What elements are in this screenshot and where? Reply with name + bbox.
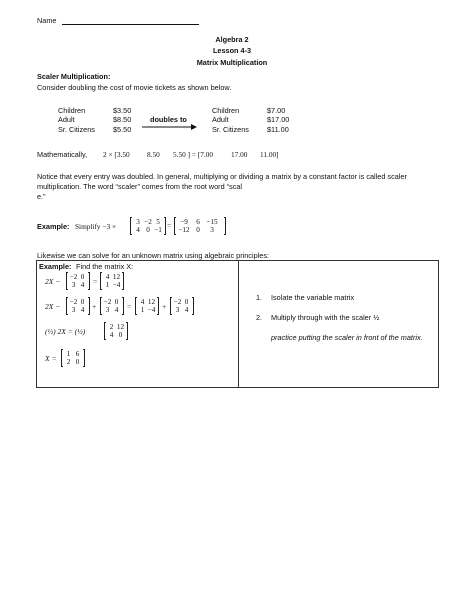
step-text: Multiply through with the scaler ½ <box>271 313 380 322</box>
lesson-title: Lesson 4-3 <box>212 46 252 55</box>
matrix <box>130 218 166 234</box>
topic-title: Matrix Multiplication <box>196 58 268 67</box>
math-expr-left: 2 × [3.50 <box>103 150 130 159</box>
step-text: Isolate the variable matrix <box>271 293 355 302</box>
matrix-cell: 4 <box>109 331 114 339</box>
likewise-text: Likewise we can solve for an unknown matrix using algebraic principles: <box>37 251 269 260</box>
matrix-cell: −2 <box>103 298 112 306</box>
doubled-label: Adult <box>212 115 229 124</box>
right-arrow-icon <box>142 123 198 131</box>
ticket-price: $3.50 <box>113 106 132 115</box>
arrow-label: doubles to <box>150 115 187 124</box>
math-label: Mathematically, <box>37 150 88 159</box>
matrix <box>174 218 226 234</box>
example-label: Example: <box>37 222 70 231</box>
doubled-label: Children <box>212 106 240 115</box>
doubled-price: $17.00 <box>267 115 290 124</box>
math-value: 17.00 <box>231 150 248 159</box>
matrix-cell: 6 <box>196 218 200 226</box>
matrix-cell: −2 <box>173 298 182 306</box>
name-label: Name <box>37 16 57 25</box>
step-number: 1. <box>256 293 263 302</box>
notice-line: e.” <box>37 192 46 201</box>
matrix-cell: 0 <box>118 331 123 339</box>
matrix-cell: −2 <box>69 298 78 306</box>
matrix-cell: −4 <box>147 306 156 314</box>
ticket-price: $8.50 <box>113 115 132 124</box>
matrix-cell: −12 <box>178 226 190 234</box>
matrix-cell: 4 <box>80 281 85 289</box>
matrix-cell: 1 <box>66 350 71 358</box>
math-value: 5.50 ] = [7.00 <box>173 150 213 159</box>
matrix <box>170 298 194 314</box>
matrix <box>66 298 90 314</box>
matrix <box>135 298 159 314</box>
matrix-cell: 4 <box>114 306 119 314</box>
equation-prefix: 2X − <box>45 302 61 311</box>
matrix-cell: 0 <box>146 226 150 234</box>
column-divider <box>238 260 239 388</box>
step-number: 2. <box>256 313 263 322</box>
matrix-cell: 3 <box>105 306 110 314</box>
equals-sign: = <box>167 221 172 230</box>
matrix-cell: 12 <box>116 323 125 331</box>
math-value: 11.00] <box>260 150 279 159</box>
plus-sign: + <box>162 302 167 311</box>
practice-note: practice putting the scaler in front of the matrix. <box>271 333 423 342</box>
section-heading: Scaler Multiplication: <box>37 72 111 81</box>
matrix-cell: 1 <box>140 306 145 314</box>
matrix-cell: 2 <box>109 323 114 331</box>
matrix <box>104 323 128 339</box>
example-text: Find the matrix X: <box>76 262 134 271</box>
matrix-cell: 3 <box>71 306 76 314</box>
notice-line: multiplication. The word “scaler” comes from the root word “scal <box>37 182 243 191</box>
matrix-cell: 4 <box>140 298 145 306</box>
matrix-cell: −2 <box>144 218 152 226</box>
matrix-cell: 5 <box>156 218 160 226</box>
equation-prefix: 2X − <box>45 277 61 286</box>
course-title: Algebra 2 <box>215 35 249 44</box>
example-text: Simplify −3 × <box>75 222 117 231</box>
matrix-cell: −9 <box>180 218 188 226</box>
matrix-cell: 0 <box>184 298 189 306</box>
ticket-label: Children <box>58 106 86 115</box>
doubled-label: Sr. Citizens <box>212 125 249 134</box>
notice-line: Notice that every entry was doubled. In general, multiplying or dividing a matrix by a constant factor is called scaler <box>37 172 407 181</box>
matrix-cell: 1 <box>105 281 110 289</box>
matrix-cell: 3 <box>175 306 180 314</box>
matrix-cell: 6 <box>75 350 80 358</box>
name-line[interactable] <box>62 24 199 25</box>
matrix <box>100 273 124 289</box>
math-value: 8.50 <box>147 150 160 159</box>
plus-sign: + <box>92 302 97 311</box>
matrix-cell: 4 <box>105 273 110 281</box>
ticket-price: $5.50 <box>113 125 132 134</box>
matrix-cell: 12 <box>147 298 156 306</box>
matrix-cell: 4 <box>80 306 85 314</box>
matrix-cell: 2 <box>66 358 71 366</box>
equation-prefix: (½) 2X = (½) <box>45 327 86 336</box>
matrix-cell: −1 <box>154 226 162 234</box>
matrix <box>61 350 85 366</box>
matrix-cell: 0 <box>114 298 119 306</box>
section-intro: Consider doubling the cost of movie tickets as shown below. <box>37 83 232 92</box>
matrix-cell: 3 <box>210 226 214 234</box>
matrix-cell: 4 <box>184 306 189 314</box>
matrix-cell: 3 <box>71 281 76 289</box>
matrix-cell: 0 <box>75 358 80 366</box>
matrix-cell: −15 <box>206 218 218 226</box>
ticket-label: Sr. Citizens <box>58 125 95 134</box>
matrix-cell: 3 <box>136 218 140 226</box>
doubled-price: $11.00 <box>267 125 289 134</box>
example-label: Example: <box>39 262 72 271</box>
matrix-cell: 0 <box>196 226 200 234</box>
matrix <box>100 298 124 314</box>
ticket-label: Adult <box>58 115 75 124</box>
equation-prefix: X = <box>45 354 57 363</box>
equals-sign: = <box>127 302 132 311</box>
matrix-cell: −4 <box>112 281 121 289</box>
matrix-cell: 4 <box>136 226 140 234</box>
matrix-cell: 0 <box>80 273 85 281</box>
matrix-cell: 12 <box>112 273 121 281</box>
matrix <box>66 273 90 289</box>
matrix-cell: −2 <box>69 273 78 281</box>
doubled-price: $7.00 <box>267 106 286 115</box>
matrix-cell: 0 <box>80 298 85 306</box>
equals-sign: = <box>93 277 98 286</box>
